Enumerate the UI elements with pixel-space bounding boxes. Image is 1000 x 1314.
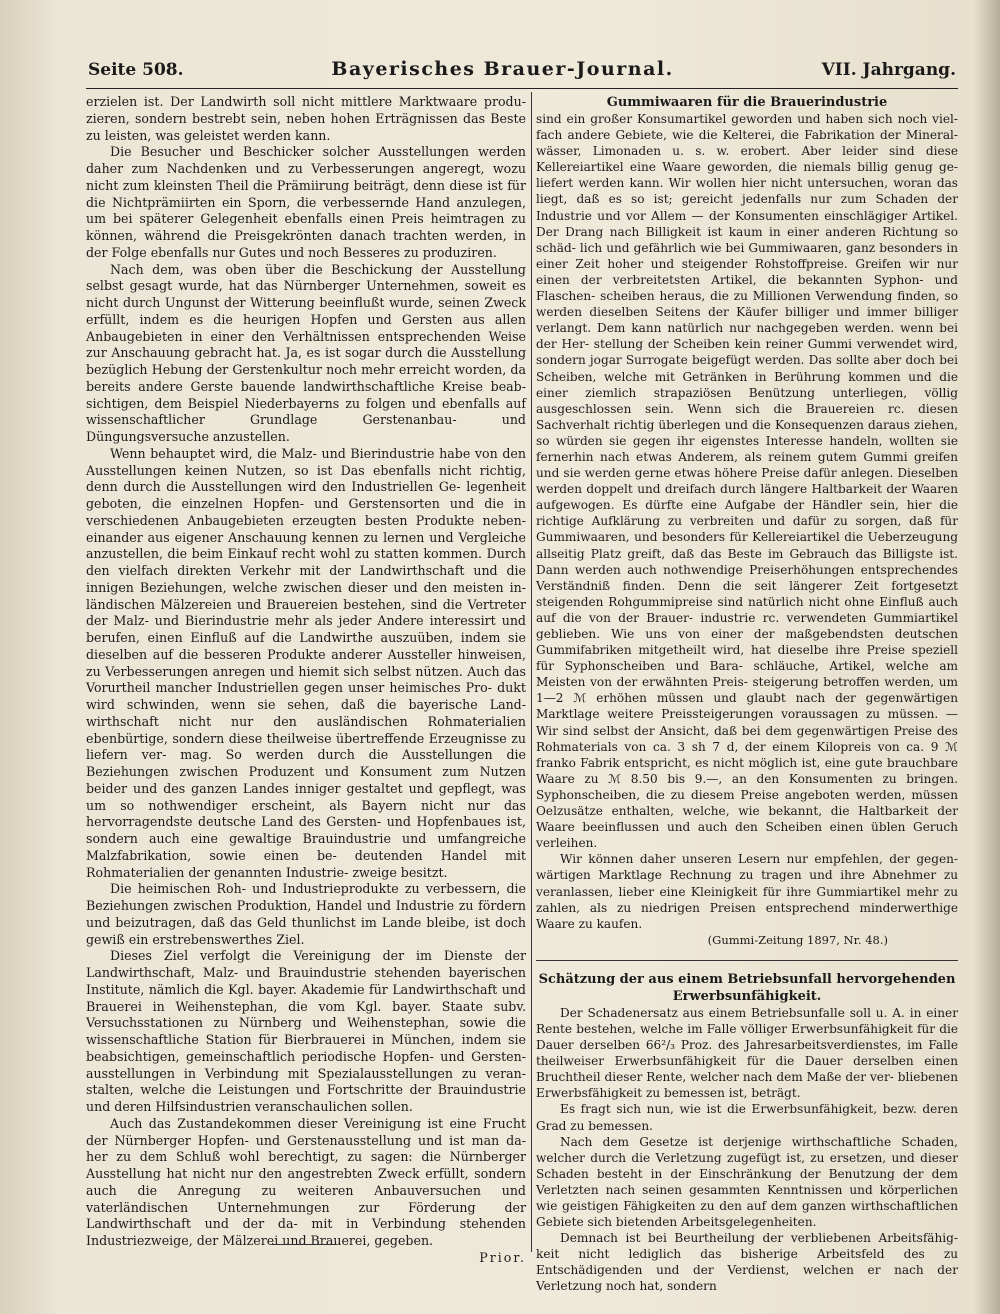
paragraph: Die heimischen Roh- und Industrieprodukte zu verbessern, die Beziehungen zwischen Produktion, Handel und Industrie zu fördern und beizutragen, daß das Geld thunlichst im Lande bleibe, ist doch gewiß ein erstrebenswerthes Ziel. bbox=[86, 881, 526, 947]
paragraph: erzielen ist. Der Landwirth soll nicht mittlere Marktwaare produ- zieren, sondern bestrebt sein, neben hohen Erträgnissen das Beste zu leisten, was geleistet werden kann. bbox=[86, 94, 526, 143]
paragraph: Dieses Ziel verfolgt die Vereinigung der im Dienste der Landwirthschaft, Malz- und Brauindustrie stehenden bayerischen Institute, nämlich die Kgl. bayer. Akademie für Landwirthschaft und Brauerei in Weihenstephan, die vom Kgl. bayer. Staate subv. Versuchsstationen zu Nürnberg und Weihenstephan, sowie die wissenschaftliche Station für Bierbrauerei in München, indem sie beabsichtigen, gemeinschaftlich periodische Hopfen- und Gersten- ausstellungen in Verbindung mit Spezialausstellungen zu veran- stalten, welche die Leistungen und Fortschritte der Brauindustrie und deren Hilfsindustrien veranschaulichen sollen. bbox=[86, 948, 526, 1114]
paragraph: Demnach ist bei Beurtheilung der verbliebenen Arbeitsfähig- keit nicht lediglich das bisherige Arbeitsfeld des zu Entschädigenden und der Verdienst, welchen er nach der Verletzung noch hat, sondern bbox=[536, 1231, 958, 1294]
paragraph: Auch das Zustandekommen dieser Vereinigung ist eine Frucht der Nürnberger Hopfen- und Gerstenausstellung und ist man da- her zu dem Schluß wohl berechtigt, zu sagen: die Nürnberger Ausstellung hat nicht nur den angestrebten Zweck erfüllt, sondern auch die Anregung zu weiteren Anbauversuchen und vaterländischen Unternehmungen zur Förderung der Landwirthschaft und der da- mit in Verbindung stehenden Industriezweige, der Mälzerei und Brauerei, gegeben. bbox=[86, 1115, 526, 1248]
paragraph: Wenn behauptet wird, die Malz- und Bierindustrie habe von den Ausstellungen keinen Nutzen, so ist Das ebenfalls nicht richtig, denn durch die Ausstellungen wird den Industriellen Ge- legenheit geboten, die einzelnen Hopfen- und Gerstensorten und die in verschiedenen Anbaugebieten erzeugten besten Produkte neben- einander aus eigener Anschauung kennen zu lernen und Vergleiche anzustellen, die beim Einkauf recht wohl zu statten kommen. Durch den vielfach direkten Verkehr mit der Landwirthschaft und die innigen Beziehungen, welche zwischen dieser und den meisten in- ländischen Mälzereien und Brauereien bestehen, sind die Vertreter der Malz- und Bierindustrie mehr als jeder Andere interessirt und berufen, einen Einfluß auf die Landwirthe auszuüben, indem sie dieselben auf die besseren Produkte anderer Aussteller hinweisen, zu Verbesserungen anregen und hiemit sich selbst nützen. Auch das Vorurtheil mancher Industriellen gegen unser heimisches Pro- dukt wird schwinden, wenn sie sehen, daß die bayerische Land- wirthschaft nicht nur den ausländischen Rohmaterialien ebenbürtige, sondern diese theilweise übertreffende Erzeugnisse zu liefern ver- mag. So werden durch die Ausstellungen die Beziehungen zwischen Produzent und Konsument zum Nutzen beider und des ganzen Landes inniger gestaltet und gepflegt, was um so nothwendiger erscheint, als Bayern nicht nur das hervorragendste deutsche Land des Gersten- und Hopfenbaues ist, sondern auch eine gewaltige Brauindustrie und umfangreiche Malzfabrikation, sowie einen be- deutenden Handel mit Rohmaterialien der genannten Industrie- zweige besitzt. bbox=[86, 445, 526, 880]
header-rule bbox=[86, 88, 958, 89]
article-heading bbox=[536, 971, 958, 1005]
paragraph: Wir können daher unseren Lesern nur empfehlen, der gegen- wärtigen Marktlage Rechnung zu tragen und ihre Abnehmer zu veranlassen, lieber eine Kleinigkeit für ihre Gummiartikel mehr zu zahlen, als zu niedrigen Preisen entsprechend minderwerthige Waare zu kaufen. bbox=[536, 852, 958, 931]
heading-line: Schätzung der aus einem Betriebsunfall hervorgehenden bbox=[538, 971, 956, 987]
paragraph: Nach dem, was oben über die Beschickung der Ausstellung selbst gesagt wurde, hat das Nürnberger Unternehmen, soweit es nicht durch Ungunst der Witterung beeinflußt wurde, seinen Zweck erfüllt, indem es die heurigen Hopfen und Gersten aus allen Anbaugebieten in einer den Verhältnissen entsprechenden Weise zur Anschauung gebracht hat. Ja, es ist sogar durch die Ausstellung bezüglich Hebung der Gerstenkultur noch mehr erreicht worden, da bereits andere Gerste bauende landwirthschaftliche Kreise beab- sichtigen, dem Beispiel Niederbayerns zu folgen und ebenfalls auf wissenschaftlicher Grundlage Gerstenanbau- und Düngungsversuche anzustellen. bbox=[86, 261, 526, 444]
page-edge-shadow bbox=[974, 0, 1000, 1314]
source-citation: (Gummi-Zeitung 1897, Nr. 48.) bbox=[707, 932, 888, 947]
article-separator bbox=[536, 960, 958, 961]
heading-line: Erwerbsunfähigkeit. bbox=[672, 988, 822, 1004]
volume-label: VII. Jahrgang. bbox=[821, 60, 956, 80]
paragraph: sind ein großer Konsumartikel geworden und haben sich noch viel- fach andere Gebiete, wie die Kelterei, die Fabrikation der Mineral- wässer, Limonaden u. s. w. erobert. Aber leider sind diese Kellereiartikel eine Waare geworden, die niemals billig genug ge- liefert werden kann. Wir wollen hier nicht untersuchen, woran das liegt, daß es so ist; gereicht jedenfalls nur zum Schaden der Industrie und vor Allem — der Konsumenten einschlägiger Artikel. Der Drang nach Billigkeit ist kaum in einer anderen Richtung so schäd- lich und gefährlich wie bei Gummiwaaren, ganz besonders in einer Zeit hoher und steigender Rohstoffpreise. Greifen wir nur einen der verbreitetsten Artikel, die bekannten Syphon- und Flaschen- scheiben heraus, die zu Millionen Verwendung finden, so werden dieselben Seitens der Käufer billiger und immer billiger verlangt. Dem kann natürlich nur nachgegeben werden. wenn bei der Her- stellung der Scheiben kein reiner Gummi verwendet wird, sondern jogar Surrogate beigefügt werden. Das sollte aber doch bei Scheiben, welche mit Getränken in Berührung kommen und die einer ziemlich strapaziösen Benützung unterliegen, völlig ausgeschlossen sein. Wenn sich die Brauereien rc. diesen Sachverhalt richtig überlegen und die Konsequenzen daraus ziehen, so würden sie gegen ihr eigenstes Interesse handeln, wollten sie fernerhin nach etwas Anderem, als reinem gutem Gummi greifen und sie werden gerne etwas höhere Preise dafür anlegen. Dieselben werden doppelt und dreifach durch längere Haltbarkeit der Waaren aufgewogen. Es dürfte eine Aufgabe der Händler sein, hier die richtige Aufklärung zu verbreiten und dafür zu sorgen, daß für Gummiwaaren, und besonders für Kellereiartikel die Ueberzeugung allseitig Platz greift, daß das Beste im Gebrauch das Billigste ist. Dann werden auch nothwendige Preiserhöhungen entsprechendes Verständniß finden. Denn die seit längerer Zeit fortgesetzt steigenden Rohgummipreise sind natürlich nicht ohne Einfluß auch auf die von der Brauer- industrie rc. verwendeten Gummiartikel geblieben. Wie uns von einer der maßgebendsten deutschen Gummifabriken mitgetheilt wird, hat dieselbe ihre Preise speziell für Syphonscheiben und Bara- schläuche, Artikel, welche am Meisten von der erwähnten Preis- steigerung betroffen werden, um 1—2 ℳ erhöhen müssen und glaubt nach der gegenwärtigen Marktlage weitere Preissteigerungen voraussagen zu müssen. — Wir sind selbst der Ansicht, daß bei dem gegenwärtigen Preise des Rohmaterials von ca. 3 sh 7 d, der einem Kilopreis von ca. 9 ℳ franko Fabrik entspricht, es nicht möglich ist, eine gute brauchbare Waare zu ℳ 8.50 bis 9.—, an den Konsumenten zu bringen. Syphonscheiben, die zu diesem Preise angeboten werden, müssen Oelzusätze enthalten, welche, wie bekannt, die Haltbarkeit der Waare beeinflussen und auch den Scheiben einen üblen Geruch verleihen. bbox=[536, 112, 958, 851]
column-divider bbox=[531, 92, 532, 1252]
author-signature: Prior. bbox=[479, 1249, 526, 1265]
paragraph: Die Besucher und Beschicker solcher Ausstellungen werden daher zum Nachdenken und zu Verbesserungen angeregt, wozu nicht zum kleinsten Theil die Prämiirung beiträgt, denn diese ist für die Nichtprämiirten ein Sporn, die verbessernde Hand anzulegen, um bei späterer Gelegenheit ebenfalls einen Preis heimtragen zu können, während die Preisgekrönten danach trachten werden, in der Folge ebenfalls nur Gutes und noch Besseres zu produziren. bbox=[86, 144, 526, 260]
left-column bbox=[86, 94, 526, 1267]
paragraph: Der Schadenersatz aus einem Betriebsunfalle soll u. A. in einer Rente bestehen, welche im Falle völliger Erwerbsunfähigkeit für die Dauer derselben 66²/₃ Proz. des Jahresarbeitsverdienstes, im Falle theilweiser Erwerbsunfähigkeit für die Dauer derselben einen Bruchtheil dieser Rente, welcher nach dem Maße der ver- bliebenen Erwerbsfähigkeit zu bemessen ist, beträgt. bbox=[536, 1005, 958, 1101]
page-header bbox=[88, 58, 956, 88]
article-heading: Gummiwaaren für die Brauerindustrie bbox=[606, 95, 888, 110]
journal-title: Bayerisches Brauer-Journal. bbox=[331, 58, 674, 80]
paragraph: Es fragt sich nun, wie ist die Erwerbsunfähigkeit, bezw. deren Grad zu bemessen. bbox=[536, 1102, 958, 1133]
page-number: Seite 508. bbox=[88, 60, 184, 80]
paragraph: Nach dem Gesetze ist derjenige wirthschaftliche Schaden, welcher durch die Verletzung zugefügt ist, zu ersetzen, und dieser Schaden besteht in der Einschränkung der Benutzung der dem Verletzten nach seinen gesammten Kenntnissen und körperlichen wie geistigen Fähigkeiten zu den auf dem ganzen wirthschaftlichen Gebiete sich bietenden Arbeitsgelegenheiten. bbox=[536, 1134, 958, 1230]
right-column bbox=[536, 94, 958, 1295]
article-end-rule bbox=[272, 1244, 336, 1245]
